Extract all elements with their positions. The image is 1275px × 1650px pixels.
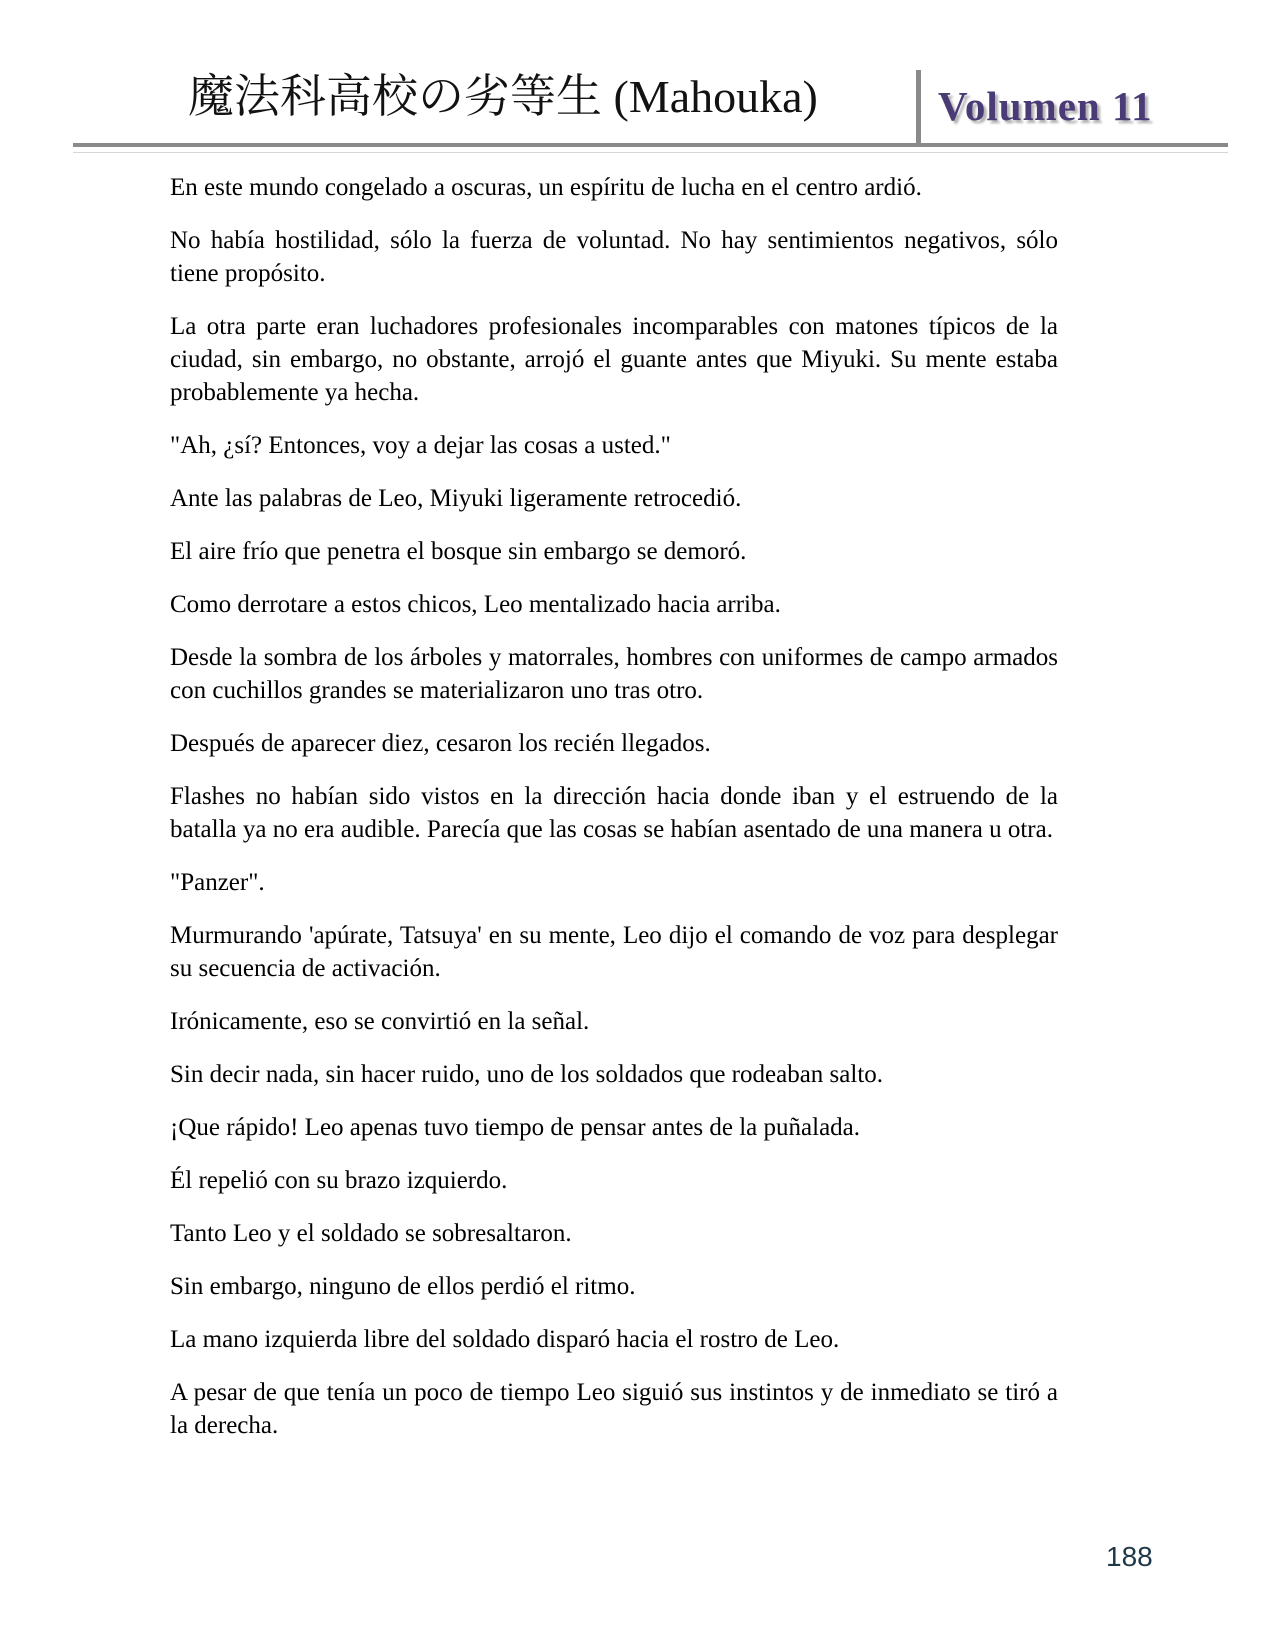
paragraph: "Panzer". (170, 869, 265, 896)
paragraph: El aire frío que penetra el bosque sin embargo se demoró. (170, 538, 747, 565)
paragraph: A pesar de que tenía un poco de tiempo Leo siguió sus instintos y de inmediato se tiró a la derecha. (170, 1379, 1058, 1439)
paragraph: "Ah, ¿sí? Entonces, voy a dejar las cosas a usted." (170, 432, 671, 459)
header-rule (73, 143, 1228, 147)
paragraph: Tanto Leo y el soldado se sobresaltaron. (170, 1220, 572, 1247)
paragraph: ¡Que rápido! Leo apenas tuvo tiempo de pensar antes de la puñalada. (170, 1114, 861, 1141)
paragraph: Después de aparecer diez, cesaron los recién llegados. (170, 730, 711, 757)
document-title: 魔法科高校の劣等生 (Mahouka) (188, 71, 818, 122)
paragraph: Desde la sombra de los árboles y matorrales, hombres con uniformes de campo armados con cuchillos grandes se materializaron uno tras otro. (170, 644, 1058, 704)
paragraph: Murmurando 'apúrate, Tatsuya' en su mente, Leo dijo el comando de voz para desplegar su secuencia de activación. (170, 922, 1058, 982)
header-vertical-divider (916, 70, 921, 146)
paragraph: Él repelió con su brazo izquierdo. (170, 1167, 508, 1194)
paragraph: Sin decir nada, sin hacer ruido, uno de los soldados que rodeaban salto. (170, 1061, 884, 1088)
body-text (170, 171, 1058, 1462)
page-number: 188 (1106, 1541, 1153, 1572)
paragraph: Sin embargo, ninguno de ellos perdió el ritmo. (170, 1273, 636, 1300)
header-rule-shadow (73, 152, 1228, 153)
paragraph: La otra parte eran luchadores profesionales incomparables con matones típicos de la ciudad, sin embargo, no obstante, arrojó el guante antes que Miyuki. Su mente estaba probablemente ya hecha. (170, 313, 1058, 406)
paragraph: Ante las palabras de Leo, Miyuki ligeramente retrocedió. (170, 485, 742, 512)
paragraph: Flashes no habían sido vistos en la dirección hacia donde iban y el estruendo de la batalla ya no era audible. Parecía que las cosas se habían asentado de una manera u otra. (170, 783, 1058, 843)
paragraph: La mano izquierda libre del soldado disparó hacia el rostro de Leo. (170, 1326, 840, 1353)
paragraph: Como derrotare a estos chicos, Leo mentalizado hacia arriba. (170, 591, 781, 618)
paragraph: No había hostilidad, sólo la fuerza de voluntad. No hay sentimientos negativos, sólo tiene propósito. (170, 227, 1058, 287)
volume-label: Volumen 11 (938, 83, 1153, 129)
paragraph: En este mundo congelado a oscuras, un espíritu de lucha en el centro ardió. (170, 174, 922, 201)
paragraph: Irónicamente, eso se convirtió en la señal. (170, 1008, 590, 1035)
